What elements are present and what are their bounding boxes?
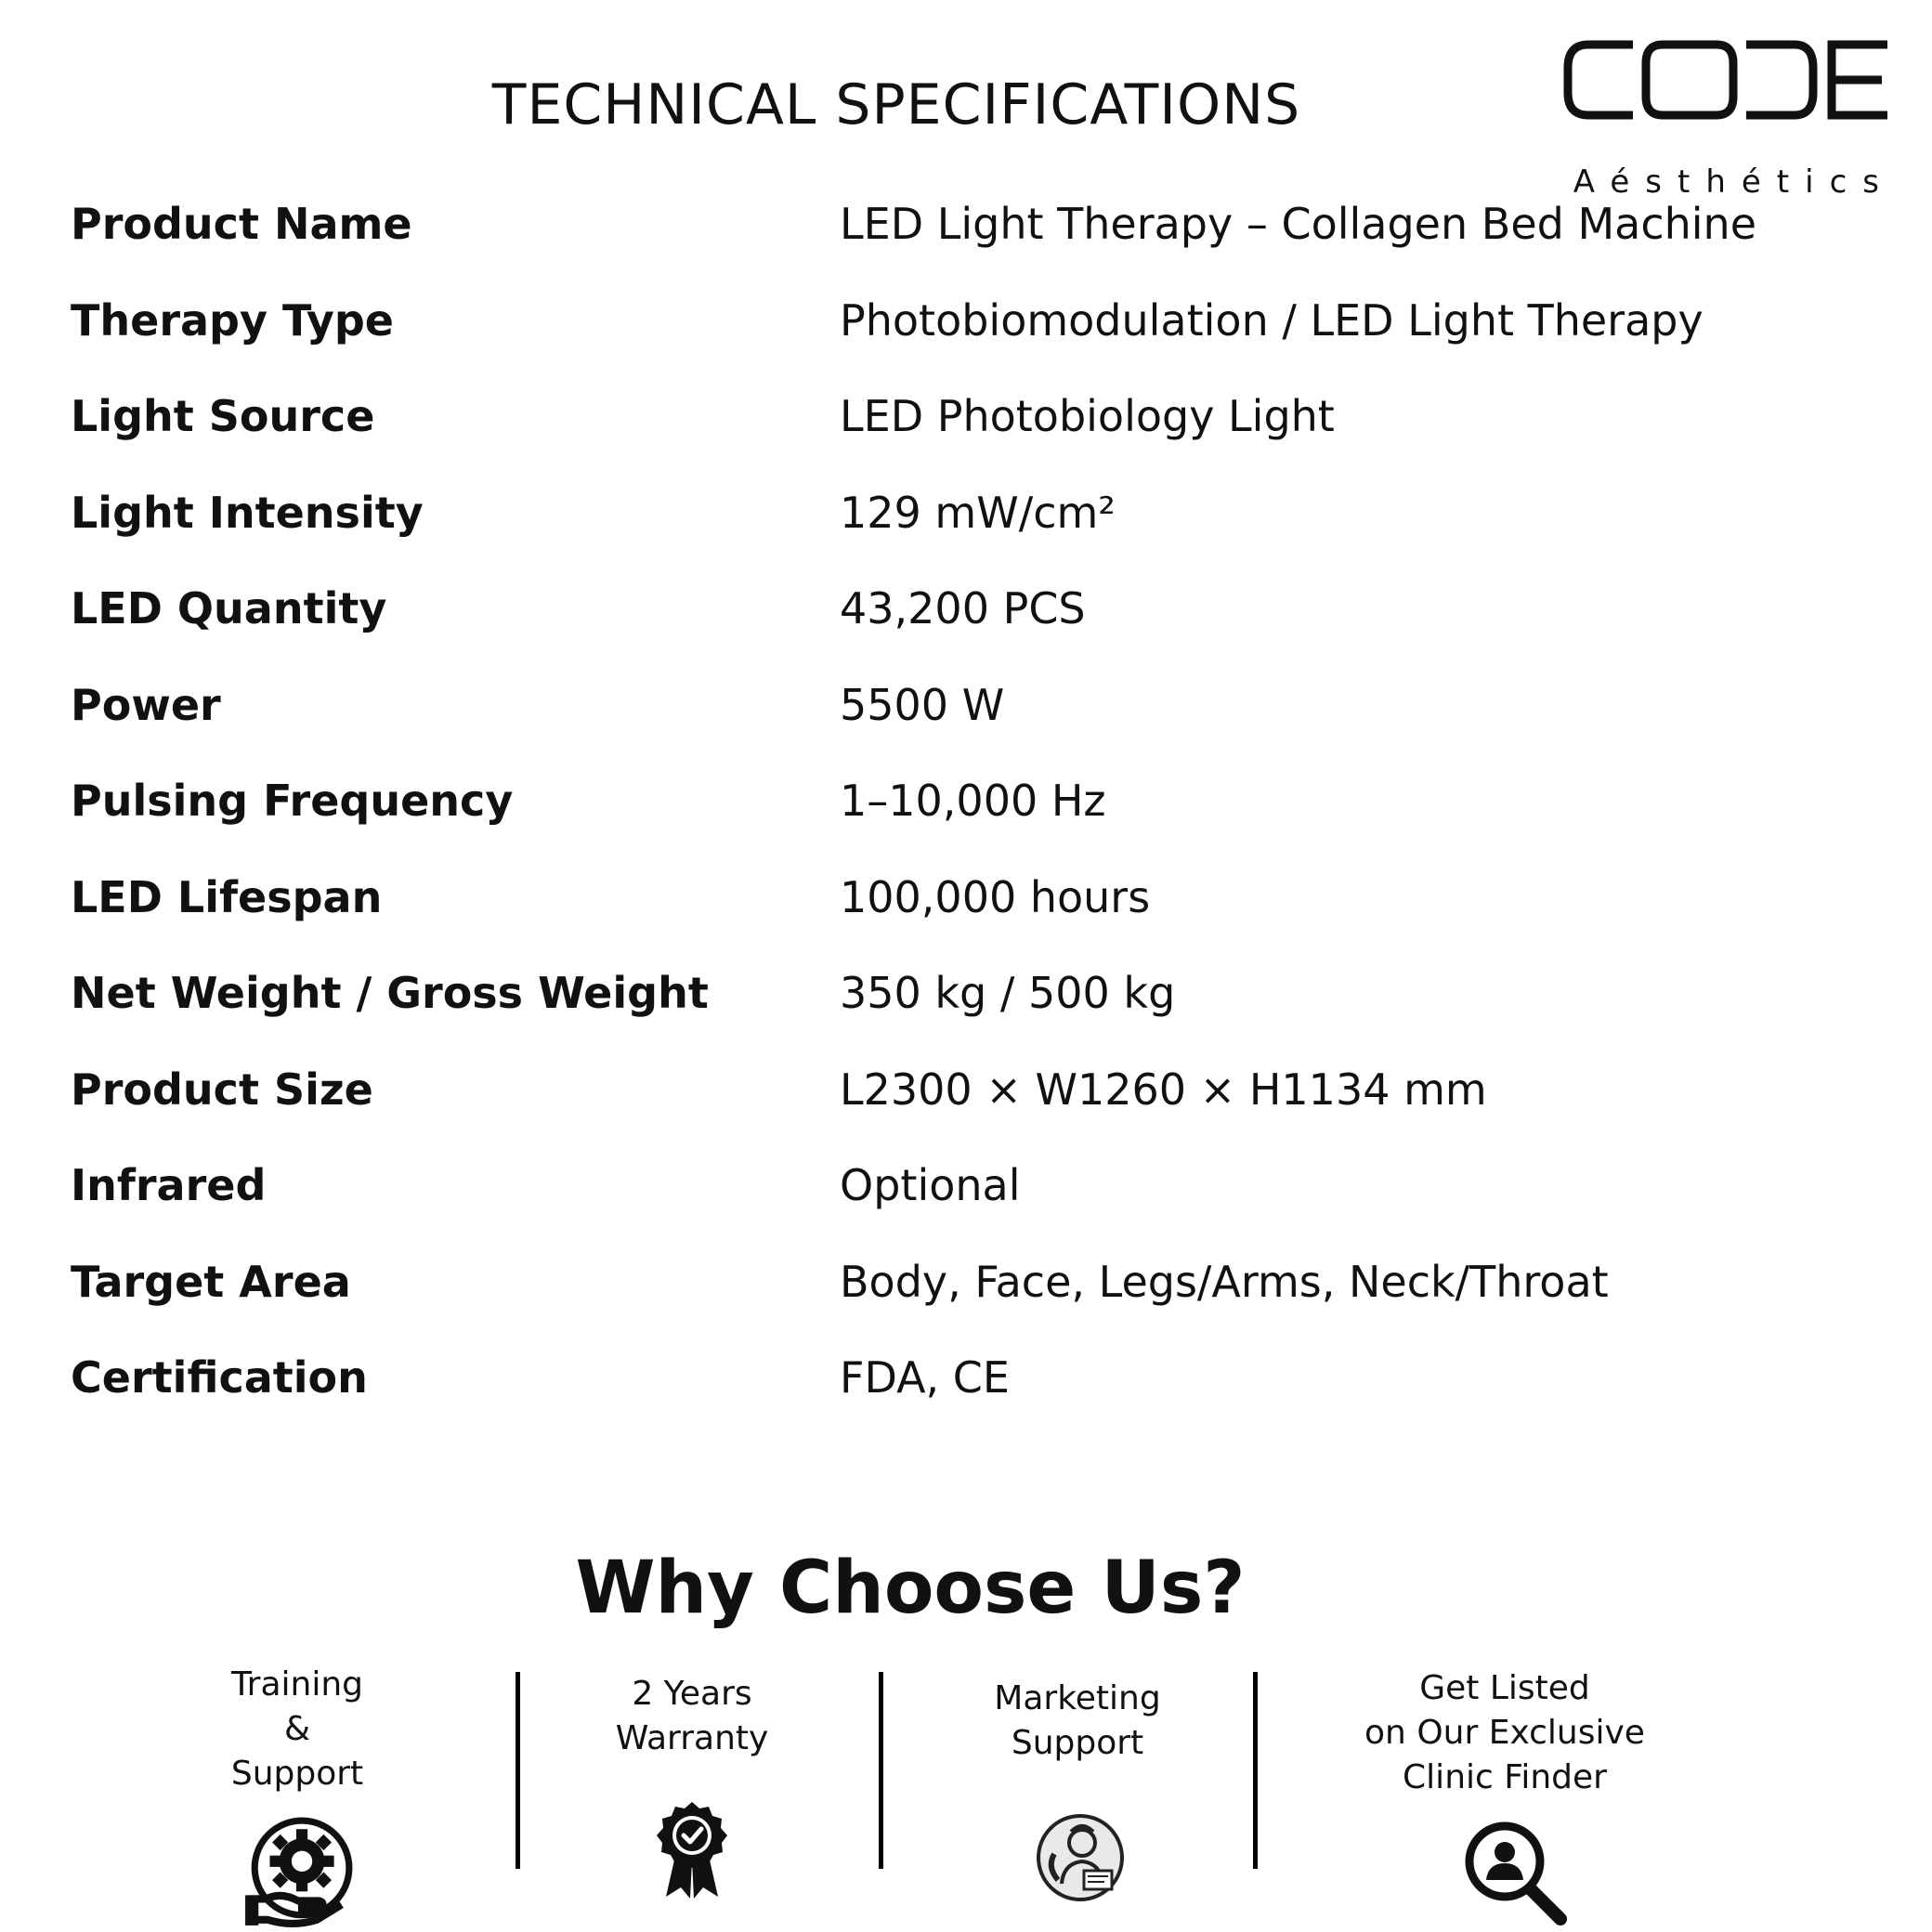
spec-label: Pulsing Frequency	[71, 776, 514, 826]
spec-value: Optional	[840, 1160, 1021, 1210]
spec-row	[71, 1153, 1882, 1249]
spec-label: Target Area	[71, 1256, 351, 1307]
search-person-icon	[1460, 1819, 1570, 1928]
spec-value: 100,000 hours	[840, 871, 1151, 922]
spec-value: 1–10,000 Hz	[840, 776, 1106, 826]
spec-value: Photobiomodulation / LED Light Therapy	[840, 294, 1704, 346]
spec-label: Certification	[71, 1352, 368, 1403]
spec-label: Product Size	[71, 1064, 373, 1115]
spec-value: LED Light Therapy – Collagen Bed Machine	[840, 199, 1757, 249]
feature-line: on Our Exclusive	[1364, 1714, 1645, 1752]
feature-training-support	[167, 1663, 427, 1796]
brand-logo	[1560, 35, 1895, 201]
spec-row	[71, 672, 1882, 769]
spec-label: LED Lifespan	[71, 871, 383, 922]
spec-value: LED Photobiology Light	[840, 391, 1335, 441]
feature-line: Warranty	[615, 1719, 769, 1757]
spec-label: Infrared	[71, 1160, 267, 1210]
feature-line: 2 Years	[632, 1675, 752, 1713]
spec-row	[71, 480, 1882, 577]
spec-value: FDA, CE	[840, 1352, 1010, 1403]
logo-wordmark-icon	[1560, 35, 1895, 128]
spec-row	[71, 1057, 1882, 1154]
spec-row	[71, 384, 1882, 480]
feature-line: Clinic Finder	[1403, 1758, 1607, 1796]
spec-value: 43,200 PCS	[840, 583, 1086, 633]
spec-value: 350 kg / 500 kg	[840, 968, 1176, 1018]
feature-line: Get Listed	[1419, 1669, 1590, 1707]
spec-label: Light Intensity	[71, 487, 424, 538]
spec-row	[71, 288, 1882, 385]
logo-subtitle: Aésthétics	[1573, 163, 1895, 201]
spec-row	[71, 1345, 1882, 1442]
spec-label: Product Name	[71, 199, 412, 249]
feature-line: &	[283, 1710, 311, 1748]
spec-label: LED Quantity	[71, 583, 387, 633]
spec-label: Light Source	[71, 391, 375, 441]
spec-row	[71, 1249, 1882, 1346]
spec-table	[71, 191, 1882, 1442]
feature-warranty	[576, 1672, 808, 1761]
feature-line: Training	[230, 1665, 364, 1704]
why-choose-heading: Why Choose Us?	[575, 1547, 1246, 1630]
spec-value: 5500 W	[840, 679, 1005, 730]
feature-line: Support	[230, 1755, 364, 1793]
feature-clinic-finder	[1328, 1666, 1681, 1800]
spec-value: 129 mW/cm²	[840, 487, 1116, 538]
page-title: TECHNICAL SPECIFICATIONS	[491, 72, 1301, 137]
spec-row	[71, 960, 1882, 1057]
spec-label: Therapy Type	[71, 294, 395, 346]
spec-label: Net Weight / Gross Weight	[71, 968, 709, 1018]
feature-line: Marketing	[994, 1679, 1161, 1717]
spec-row	[71, 865, 1882, 961]
award-badge-icon	[655, 1800, 729, 1902]
spec-value: L2300 × W1260 × H1134 mm	[840, 1064, 1487, 1115]
feature-line: Support	[1011, 1724, 1144, 1762]
gear-hand-icon	[243, 1816, 357, 1929]
feature-divider	[879, 1672, 883, 1869]
spec-row	[71, 768, 1882, 865]
spec-row	[71, 576, 1882, 672]
feature-marketing-support	[957, 1677, 1198, 1766]
spec-row	[71, 191, 1882, 288]
support-agent-icon	[1034, 1811, 1127, 1904]
feature-divider	[1253, 1672, 1258, 1869]
spec-label: Power	[71, 679, 221, 730]
feature-divider	[516, 1672, 520, 1869]
spec-value: Body, Face, Legs/Arms, Neck/Throat	[840, 1256, 1609, 1307]
